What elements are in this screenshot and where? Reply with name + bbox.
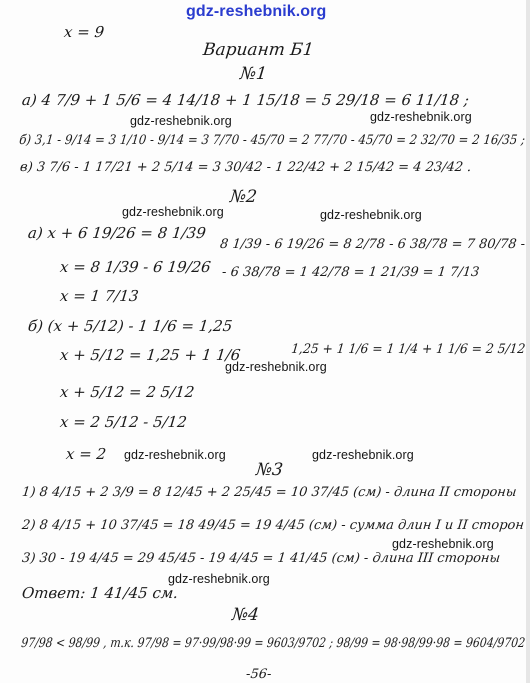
watermark: gdz-reshebnik.org — [122, 205, 224, 219]
page-number: -56- — [245, 667, 273, 682]
task-2-b-step-1: x + 5/12 = 1,25 + 1 1/6 — [59, 346, 242, 364]
task-3-answer: Ответ: 1 41/45 см. — [21, 584, 180, 602]
task-2-a-eq: a) x + 6 19/26 = 8 1/39 — [27, 224, 207, 242]
task-3-number: №3 — [254, 460, 284, 480]
page-edge — [526, 0, 530, 683]
task-4-number: №4 — [230, 605, 260, 625]
task-2-b-step-2: x + 5/12 = 2 5/12 — [59, 383, 196, 401]
watermark: gdz-reshebnik.org — [225, 360, 327, 374]
variant-title: Вариант Б1 — [201, 40, 315, 60]
watermark: gdz-reshebnik.org — [392, 537, 494, 551]
task-2-b-calc: 1,25 + 1 1/6 = 1 1/4 + 1 1/6 = 2 5/12 — [290, 342, 527, 357]
watermark: gdz-reshebnik.org — [370, 110, 472, 124]
task-4-line: 97/98 < 98/99 , т.к. 97/98 = 97·99/98·99 = 9603/9702 ; 98/99 = 98·98/99·98 = 9604/9702 — [20, 636, 526, 651]
task-3-line-2: 2) 8 4/15 + 10 37/45 = 18 49/45 = 19 4/45 (см) - сумма длин I и II сторон — [21, 518, 525, 533]
watermark: gdz-reshebnik.org — [130, 114, 232, 128]
site-watermark-top[interactable]: gdz-reshebnik.org — [186, 3, 327, 20]
task-2-a-calc-2: - 6 38/78 = 1 42/78 = 1 21/39 = 1 7/13 — [221, 265, 481, 280]
task-1-b: б) 3,1 - 9/14 = 3 1/10 - 9/14 = 3 7/70 - 45/70 = 2 77/70 - 45/70 = 2 32/70 = 2 16/35 ; — [18, 133, 526, 148]
task-2-a-step: x = 8 1/39 - 6 19/26 — [59, 258, 212, 276]
task-3-line-3: 3) 30 - 19 4/45 = 29 45/45 - 19 4/45 = 1 41/45 (см) - длина III стороны — [21, 551, 501, 566]
task-2-b-answer: x = 2 — [65, 445, 108, 463]
task-2-a-calc-1: 8 1/39 - 6 19/26 = 8 2/78 - 6 38/78 = 7 80/78 - — [219, 237, 526, 252]
watermark: gdz-reshebnik.org — [320, 208, 422, 222]
given-x: x = 9 — [63, 23, 106, 41]
task-1-v: в) 3 7/6 - 1 17/21 + 2 5/14 = 3 30/42 - 1 22/42 + 2 15/42 = 4 23/42 . — [19, 160, 473, 175]
task-1-a: a) 4 7/9 + 1 5/6 = 4 14/18 + 1 15/18 = 5 29/18 = 6 11/18 ; — [21, 91, 470, 109]
task-2-b-eq: б) (x + 5/12) - 1 1/6 = 1,25 — [27, 317, 234, 335]
task-3-line-1: 1) 8 4/15 + 2 3/9 = 8 12/45 + 2 25/45 = 10 37/45 (см) - длина II стороны — [21, 485, 518, 500]
task-2-a-answer: x = 1 7/13 — [59, 287, 140, 305]
watermark: gdz-reshebnik.org — [312, 448, 414, 462]
watermark: gdz-reshebnik.org — [168, 572, 270, 586]
task-2-b-step-3: x = 2 5/12 - 5/12 — [59, 413, 188, 431]
task-1-number: №1 — [238, 64, 268, 84]
watermark: gdz-reshebnik.org — [124, 448, 226, 462]
task-2-number: №2 — [228, 187, 258, 207]
